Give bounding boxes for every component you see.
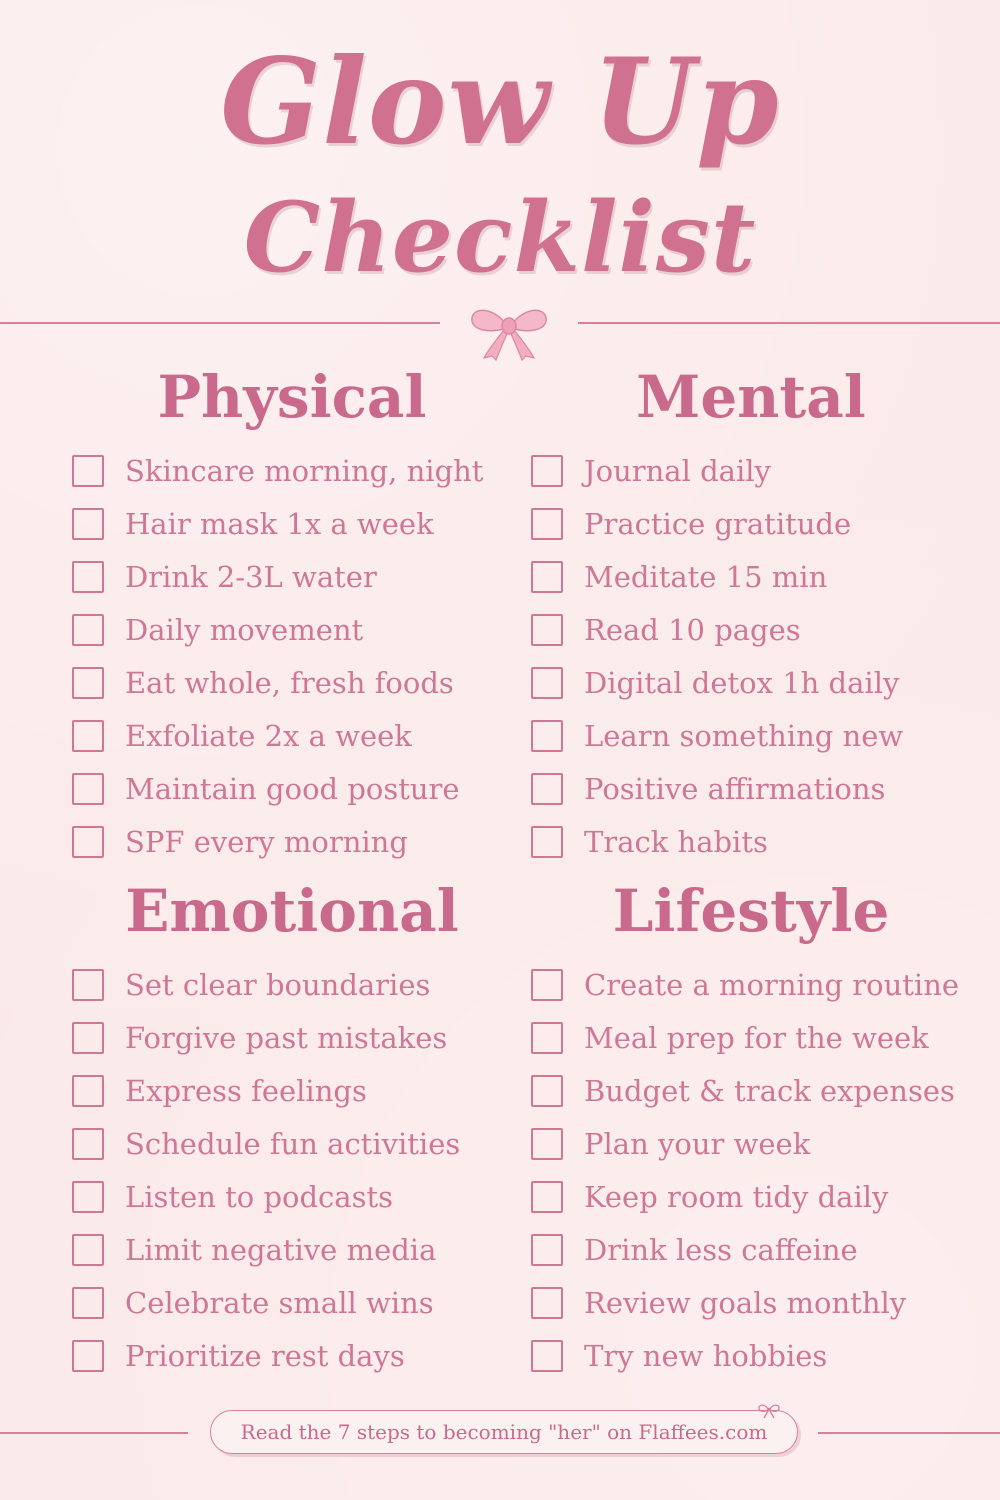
checkbox[interactable]: [72, 1234, 104, 1266]
checklist-item[interactable]: [531, 444, 971, 497]
checkbox[interactable]: [72, 508, 104, 540]
checkbox[interactable]: [531, 720, 563, 752]
checklist-item[interactable]: [531, 1011, 971, 1064]
checklist-item-label: Forgive past mistakes: [125, 1020, 448, 1055]
checklist-item-label: Learn something new: [584, 718, 904, 753]
checklist-item[interactable]: [72, 709, 512, 762]
checklist-item-label: Prioritize rest days: [125, 1338, 405, 1373]
checklist-item[interactable]: [531, 1170, 971, 1223]
checkbox[interactable]: [72, 455, 104, 487]
checklist-item[interactable]: [72, 1276, 512, 1329]
checklist-item-label: Daily movement: [125, 612, 364, 647]
checkbox[interactable]: [531, 561, 563, 593]
checklist-item[interactable]: [72, 444, 512, 497]
checkbox[interactable]: [72, 773, 104, 805]
title-checklist: Checklist: [243, 181, 757, 294]
checklist-lifestyle: [531, 958, 971, 1382]
checklist-item[interactable]: [72, 762, 512, 815]
checkbox[interactable]: [72, 1128, 104, 1160]
checklist-item[interactable]: [72, 815, 512, 868]
checklist-item[interactable]: [531, 1329, 971, 1382]
title-glow-up: Glow Up: [220, 32, 780, 171]
checklist-item-label: Set clear boundaries: [125, 967, 431, 1002]
checklist-item[interactable]: [531, 550, 971, 603]
checkbox[interactable]: [531, 508, 563, 540]
checkbox[interactable]: [531, 1128, 563, 1160]
checklist-item[interactable]: [72, 1170, 512, 1223]
checkbox[interactable]: [531, 667, 563, 699]
checkbox[interactable]: [72, 614, 104, 646]
checklist-item-label: Celebrate small wins: [125, 1285, 434, 1320]
checkbox[interactable]: [72, 561, 104, 593]
checklist-item[interactable]: [72, 497, 512, 550]
checklist-item-label: Practice gratitude: [584, 506, 852, 541]
checklist-item-label: Read 10 pages: [584, 612, 801, 647]
checklist-item-label: Track habits: [584, 824, 768, 859]
checkbox[interactable]: [531, 826, 563, 858]
divider-left: [0, 322, 440, 324]
checklist-item-label: Schedule fun activities: [125, 1126, 461, 1161]
checklist-mental: [531, 444, 971, 868]
checklist-item-label: Create a morning routine: [584, 967, 960, 1002]
checklist-item[interactable]: [531, 958, 971, 1011]
checklist-item[interactable]: [531, 1223, 971, 1276]
divider-right: [578, 322, 1000, 324]
checklist-item[interactable]: [72, 1329, 512, 1382]
checkbox[interactable]: [72, 1181, 104, 1213]
checklist-item[interactable]: [72, 550, 512, 603]
footer-divider-left: [0, 1432, 188, 1434]
checkbox[interactable]: [531, 969, 563, 1001]
checklist-item[interactable]: [531, 1276, 971, 1329]
checkbox[interactable]: [72, 1340, 104, 1372]
checkbox[interactable]: [72, 1075, 104, 1107]
checkbox[interactable]: [531, 773, 563, 805]
checkbox[interactable]: [531, 1181, 563, 1213]
checklist-item[interactable]: [531, 1064, 971, 1117]
checkbox[interactable]: [72, 969, 104, 1001]
checklist-item-label: Express feelings: [125, 1073, 367, 1108]
checkbox[interactable]: [72, 720, 104, 752]
checklist-item-label: Limit negative media: [125, 1232, 437, 1267]
checklist-item[interactable]: [72, 1064, 512, 1117]
checkbox[interactable]: [531, 1022, 563, 1054]
checkbox[interactable]: [531, 1340, 563, 1372]
checklist-item-label: Drink less caffeine: [584, 1232, 858, 1267]
checklist-item-label: Plan your week: [584, 1126, 811, 1161]
checklist-item[interactable]: [72, 656, 512, 709]
section-title-emotional: Emotional: [125, 877, 459, 945]
checkbox[interactable]: [72, 1287, 104, 1319]
checklist-item-label: Try new hobbies: [584, 1338, 828, 1373]
checklist-item[interactable]: [72, 958, 512, 1011]
checklist-item-label: Listen to podcasts: [125, 1179, 393, 1214]
checklist-item[interactable]: [531, 1117, 971, 1170]
checklist-item-label: Journal daily: [584, 453, 771, 488]
checklist-item[interactable]: [531, 603, 971, 656]
checklist-item-label: Meal prep for the week: [584, 1020, 929, 1055]
checklist-item-label: Review goals monthly: [584, 1285, 907, 1320]
footer-text: Read the 7 steps to becoming "her" on Flaffees.com: [240, 1420, 768, 1444]
checklist-item[interactable]: [531, 815, 971, 868]
checklist-item-label: SPF every morning: [125, 824, 408, 859]
checklist-item-label: Eat whole, fresh foods: [125, 665, 454, 700]
bow-icon: [466, 300, 552, 362]
checklist-item-label: Exfoliate 2x a week: [125, 718, 412, 753]
checklist-item[interactable]: [72, 1223, 512, 1276]
checklist-item-label: Budget & track expenses: [584, 1073, 955, 1108]
checkbox[interactable]: [531, 1075, 563, 1107]
checklist-item[interactable]: [531, 656, 971, 709]
section-title-mental: Mental: [636, 363, 866, 431]
checkbox[interactable]: [72, 826, 104, 858]
checkbox[interactable]: [531, 455, 563, 487]
checklist-emotional: [72, 958, 512, 1382]
checklist-item[interactable]: [531, 709, 971, 762]
checkbox[interactable]: [531, 614, 563, 646]
checklist-item[interactable]: [72, 603, 512, 656]
section-title-physical: Physical: [157, 363, 427, 431]
section-title-lifestyle: Lifestyle: [612, 877, 890, 945]
checklist-item-label: Drink 2-3L water: [125, 559, 377, 594]
checkbox[interactable]: [72, 667, 104, 699]
footer-link[interactable]: [210, 1410, 798, 1454]
checklist-item-label: Skincare morning, night: [125, 453, 484, 488]
checklist-item[interactable]: [531, 497, 971, 550]
small-bow-icon: [758, 1403, 780, 1419]
checklist-item[interactable]: [72, 1011, 512, 1064]
footer-divider-right: [818, 1432, 1000, 1434]
checklist-item-label: Hair mask 1x a week: [125, 506, 434, 541]
checklist-item-label: Meditate 15 min: [584, 559, 828, 594]
checklist-item-label: Keep room tidy daily: [584, 1179, 889, 1214]
checklist-item-label: Maintain good posture: [125, 771, 460, 806]
checklist-item-label: Positive affirmations: [584, 771, 886, 806]
checkbox[interactable]: [531, 1287, 563, 1319]
checklist-item[interactable]: [531, 762, 971, 815]
checkbox[interactable]: [72, 1022, 104, 1054]
checklist-item-label: Digital detox 1h daily: [584, 665, 900, 700]
checklist-item[interactable]: [72, 1117, 512, 1170]
checklist-physical: [72, 444, 512, 868]
checkbox[interactable]: [531, 1234, 563, 1266]
